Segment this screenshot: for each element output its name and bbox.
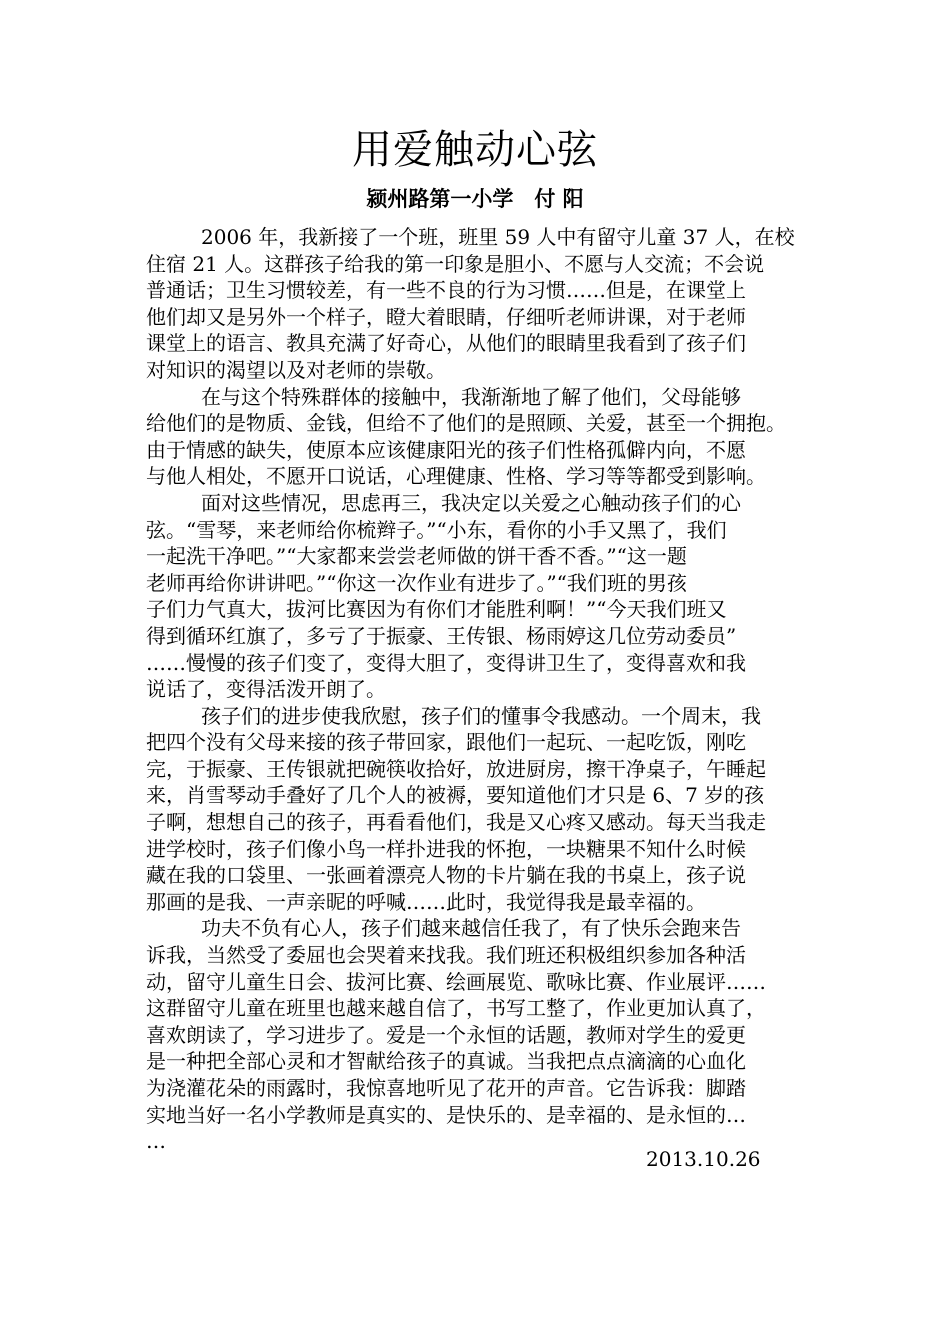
paragraph [146, 703, 811, 916]
text-line: 来，肖雪琴动手叠好了几个人的被褥，要知道他们才只是 6、7 岁的孩 [146, 783, 765, 808]
text-line: 老师再给你讲讲吧。”“你这一次作业有进步了。”“我们班的男孩 [146, 570, 687, 595]
document-title: 用爱触动心弦 [352, 127, 598, 173]
text-line: 孩子们的进步使我欣慰，孩子们的懂事令我感动。一个周末，我 [201, 703, 761, 728]
text-line: 在与这个特殊群体的接触中，我渐渐地了解了他们，父母能够 [201, 384, 741, 409]
text-line: 诉我，当然受了委屈也会哭着来找我。我们班还积极组织参加各种活 [146, 943, 746, 968]
paragraph [146, 384, 811, 490]
paragraph [146, 915, 811, 1154]
text-line: 弦。“雪琴，来老师给你梳辫子。”“小东，看你的小手又黑了，我们 [146, 517, 727, 542]
text-line: 动，留守儿童生日会、拔河比赛、绘画展览、歌咏比赛、作业展评…… [146, 969, 766, 994]
text-line: 说话了，变得活泼开朗了。 [146, 677, 386, 702]
text-line: 完，于振豪、王传银就把碗筷收拾好，放进厨房，擦干净桌子，午睡起 [146, 756, 766, 781]
text-line: 进学校时，孩子们像小鸟一样扑进我的怀抱，一块糖果不知什么时候 [146, 836, 746, 861]
text-line: 这群留守儿童在班里也越来越自信了，书写工整了，作业更加认真了， [146, 996, 766, 1021]
text-line: 普通话；卫生习惯较差，有一些不良的行为习惯……但是，在课堂上 [146, 278, 746, 303]
text-line: … [146, 1129, 166, 1154]
text-line: 与他人相处，不愿开口说话，心理健康、性格、学习等等都受到影响。 [146, 464, 766, 489]
text-line: 一起洗干净吧。”“大家都来尝尝老师做的饼干香不香。”“这一题 [146, 544, 687, 569]
text-line: 他们却又是另外一个样子，瞪大着眼睛，仔细听老师讲课，对于老师 [146, 304, 746, 329]
text-line: 为浇灌花朵的雨露时，我惊喜地听见了花开的声音。它告诉我：脚踏 [146, 1076, 746, 1100]
paragraph [146, 490, 811, 703]
text-line: 是一种把全部心灵和才智献给孩子的真诚。当我把点点滴滴的心血化 [146, 1049, 746, 1074]
text-line: 住宿 21 人。这群孩子给我的第一印象是胆小、不愿与人交流；不会说 [146, 251, 765, 276]
text-line: 实地当好一名小学教师是真实的、是快乐的、是幸福的、是永恒的… [146, 1102, 746, 1127]
author-byline: 颍州路第一小学 付 阳 [366, 187, 584, 211]
text-line: 喜欢朗读了，学习进步了。爱是一个永恒的话题，教师对学生的爱更 [146, 1022, 746, 1047]
text-line: 得到循环红旗了，多亏了于振豪、王传银、杨雨婷这几位劳动委员” [146, 623, 737, 648]
document-date: 2013.10.26 [646, 1147, 761, 1171]
text-line: 给他们的是物质、金钱，但给不了他们的是照顾、关爱，甚至一个拥抱。 [146, 411, 786, 436]
text-line: 面对这些情况，思虑再三，我决定以关爱之心触动孩子们的心 [201, 490, 741, 515]
text-line: 由于情感的缺失，使原本应该健康阳光的孩子们性格孤僻内向，不愿 [146, 437, 746, 462]
text-line: 子们力气真大，拔河比赛因为有你们才能胜利啊！”“今天我们班又 [146, 597, 727, 622]
document-body [146, 224, 811, 1155]
text-line: 对知识的渴望以及对老师的崇敬。 [146, 357, 446, 382]
text-line: 藏在我的口袋里、一张画着漂亮人物的卡片躺在我的书桌上，孩子说 [146, 863, 746, 888]
paragraph [146, 224, 811, 384]
text-line: 子啊，想想自己的孩子，再看看他们，我是又心疼又感动。每天当我走 [146, 810, 766, 835]
text-line: 2006 年，我新接了一个班，班里 59 人中有留守儿童 37 人，在校 [201, 225, 795, 249]
text-line: ……慢慢的孩子们变了，变得大胆了，变得讲卫生了，变得喜欢和我 [146, 650, 746, 675]
text-line: 课堂上的语言、教具充满了好奇心，从他们的眼睛里我看到了孩子们 [146, 331, 746, 356]
text-line: 那画的是我、一声亲昵的呼喊……此时，我觉得我是最幸福的。 [146, 889, 706, 914]
text-line: 功夫不负有心人，孩子们越来越信任我了，有了快乐会跑来告 [201, 916, 741, 941]
text-line: 把四个没有父母来接的孩子带回家，跟他们一起玩、一起吃饭，刚吃 [146, 730, 746, 755]
